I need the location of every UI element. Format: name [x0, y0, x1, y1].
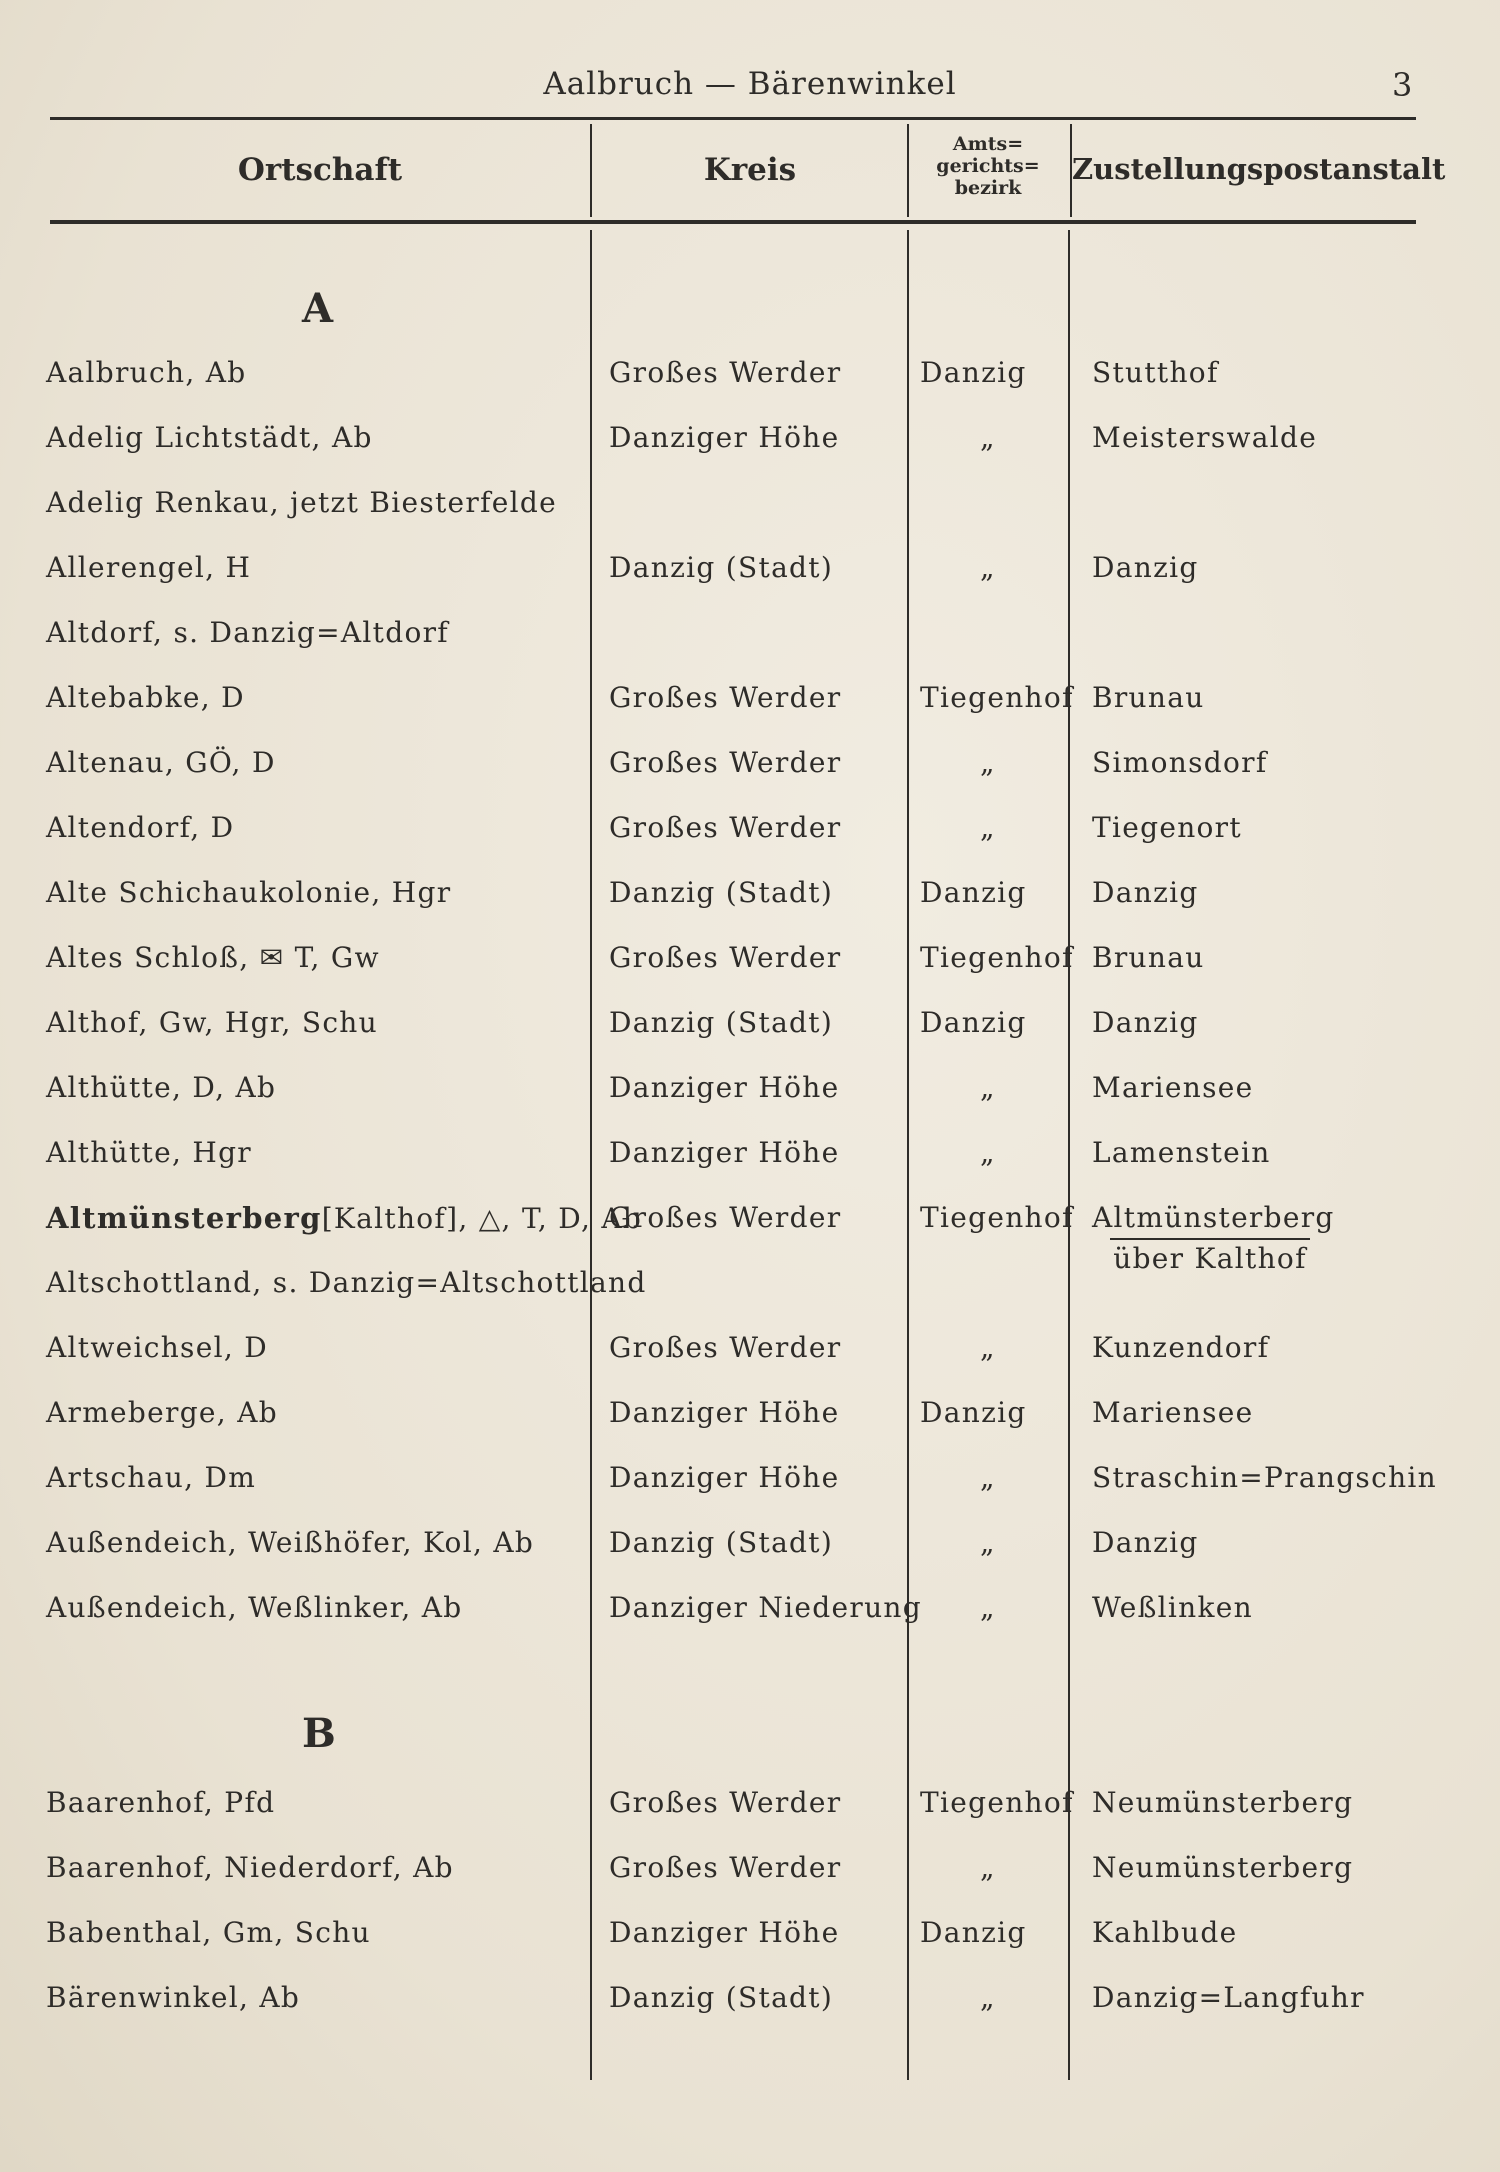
post-cell: Meisterswalde: [1092, 421, 1318, 454]
amts-cell: „: [980, 551, 996, 584]
column-header-zustellungspostanstalt: Zustellungspostanstalt: [1072, 152, 1446, 186]
post-cell: Kahlbude: [1092, 1916, 1238, 1949]
post-cell: Danzig=Langfuhr: [1092, 1981, 1365, 2014]
kreis-cell: Großes Werder: [609, 681, 842, 714]
amts-cell: Danzig: [920, 356, 1027, 389]
ortschaft-cell: Althütte, Hgr: [46, 1136, 252, 1169]
post-cell: Mariensee: [1092, 1396, 1254, 1429]
amts-cell: „: [980, 1526, 996, 1559]
kreis-cell: Großes Werder: [609, 1331, 842, 1364]
page-number: 3: [1392, 66, 1413, 104]
table-row: [0, 1910, 1500, 1956]
amts-cell: „: [980, 1981, 996, 2014]
header-top-rule: [50, 117, 1416, 120]
kreis-cell: Danzig (Stadt): [609, 1981, 834, 2014]
section-letter: B: [302, 1710, 336, 1757]
ortschaft-cell: Artschau, Dm: [46, 1461, 257, 1494]
kreis-cell: Großes Werder: [609, 1201, 842, 1234]
amts-cell: „: [980, 746, 996, 779]
ortschaft-cell: Altenau, GÖ, D: [46, 746, 276, 779]
ortschaft-cell: Außendeich, Weßlinker, Ab: [46, 1591, 463, 1624]
table-row: [0, 1195, 1500, 1241]
post-cell: Danzig: [1092, 1526, 1199, 1559]
table-row: [0, 350, 1500, 396]
post-cell: Simonsdorf: [1092, 746, 1268, 779]
post-cell: Brunau: [1092, 681, 1205, 714]
amts-cell: „: [980, 1851, 996, 1884]
column-header-amtsgerichtsbezirk: [908, 133, 1068, 199]
ortschaft-cell: Außendeich, Weißhöfer, Kol, Ab: [46, 1526, 535, 1559]
amts-cell: Danzig: [920, 876, 1027, 909]
table-row: [0, 415, 1500, 461]
kreis-cell: Danziger Höhe: [609, 1136, 840, 1169]
kreis-cell: Großes Werder: [609, 811, 842, 844]
amts-cell: „: [980, 1331, 996, 1364]
table-row: [0, 1585, 1500, 1631]
ortschaft-cell: Altweichsel, D: [46, 1331, 268, 1364]
post-cell: Weßlinken: [1092, 1591, 1253, 1624]
amts-cell: „: [980, 811, 996, 844]
ortschaft-cell: Alte Schichaukolonie, Hgr: [46, 876, 452, 909]
ortschaft-cell: Armeberge, Ab: [46, 1396, 278, 1429]
ortschaft-cell: Althof, Gw, Hgr, Schu: [46, 1006, 378, 1039]
amts-cell: Danzig: [920, 1916, 1027, 1949]
post-cell: Stutthof: [1092, 356, 1219, 389]
column-header-ortschaft: Ortschaft: [237, 152, 403, 188]
ortschaft-cell: Altendorf, D: [46, 811, 235, 844]
kreis-cell: Danzig (Stadt): [609, 1526, 834, 1559]
ortschaft-cell: Altebabke, D: [46, 681, 245, 714]
post-cell: Mariensee: [1092, 1071, 1254, 1104]
ortschaft-cell: Adelig Lichtstädt, Ab: [46, 421, 373, 454]
table-row: [0, 1065, 1500, 1111]
kreis-cell: Danzig (Stadt): [609, 1006, 834, 1039]
amts-cell: „: [980, 1071, 996, 1104]
table-row: [0, 1780, 1500, 1826]
post-cell: Altmünsterberg: [1092, 1201, 1335, 1234]
kreis-cell: Danziger Höhe: [609, 421, 840, 454]
amts-cell: Tiegenhof: [920, 1786, 1074, 1819]
kreis-cell: Danziger Höhe: [609, 1071, 840, 1104]
kreis-cell: Danziger Höhe: [609, 1916, 840, 1949]
kreis-cell: Großes Werder: [609, 1851, 842, 1884]
table-row: [0, 740, 1500, 786]
post-cell: Lamenstein: [1092, 1136, 1271, 1169]
ortschaft-cell: Babenthal, Gm, Schu: [46, 1916, 371, 1949]
table-row: [0, 870, 1500, 916]
altmuensterberg-note: über Kalthof: [1110, 1238, 1310, 1275]
amts-cell: Danzig: [920, 1006, 1027, 1039]
ortschaft-name-bold: Altmünsterberg: [46, 1201, 322, 1235]
kreis-cell: Danziger Niederung: [609, 1591, 922, 1624]
ortschaft-cell: Adelig Renkau, jetzt Biesterfelde: [46, 486, 557, 519]
table-row: [0, 935, 1500, 981]
ortschaft-cell: Altschottland, s. Danzig=Altschottland: [46, 1266, 647, 1299]
ortschaft-cell: [46, 1195, 642, 1242]
header-bottom-rule: [50, 220, 1416, 224]
kreis-cell: Großes Werder: [609, 356, 842, 389]
table-row: [0, 1390, 1500, 1436]
table-row: [0, 1130, 1500, 1176]
ortschaft-cell: Baarenhof, Pfd: [46, 1786, 276, 1819]
table-row: [0, 1845, 1500, 1891]
table-row: [0, 675, 1500, 721]
amts-cell: Danzig: [920, 1396, 1027, 1429]
post-cell: Danzig: [1092, 876, 1199, 909]
amts-cell: Tiegenhof: [920, 1201, 1074, 1234]
post-cell: Kunzendorf: [1092, 1331, 1270, 1364]
table-row: [0, 1455, 1500, 1501]
section-letter: A: [302, 285, 334, 332]
ortschaft-cell: Allerengel, H: [46, 551, 252, 584]
table-row: [0, 610, 1500, 656]
kreis-cell: Großes Werder: [609, 941, 842, 974]
amts-cell: „: [980, 1591, 996, 1624]
ortschaft-cell: Altes Schloß, ✉ T, Gw: [46, 941, 380, 974]
post-cell: Danzig: [1092, 1006, 1199, 1039]
kreis-cell: Danziger Höhe: [609, 1396, 840, 1429]
amts-cell: Tiegenhof: [920, 941, 1074, 974]
table-row: [0, 1325, 1500, 1371]
ortschaft-suffix: [Kalthof], △, T, D, Ab: [321, 1202, 643, 1235]
post-cell: Neumünsterberg: [1092, 1851, 1354, 1884]
amts-line-2: gerichts=: [936, 155, 1040, 177]
ortschaft-cell: Aalbruch, Ab: [46, 356, 247, 389]
kreis-cell: Danzig (Stadt): [609, 876, 834, 909]
ortschaft-cell: Bärenwinkel, Ab: [46, 1981, 301, 2014]
kreis-cell: Danzig (Stadt): [609, 551, 834, 584]
kreis-cell: Großes Werder: [609, 746, 842, 779]
column-header-kreis: Kreis: [703, 152, 797, 188]
running-title: Aalbruch — Bärenwinkel: [543, 66, 957, 102]
table-row: [0, 1975, 1500, 2021]
amts-cell: Tiegenhof: [920, 681, 1074, 714]
table-row: [0, 805, 1500, 851]
amts-line-1: Amts=: [952, 133, 1024, 155]
post-cell: Danzig: [1092, 551, 1199, 584]
ortschaft-cell: Baarenhof, Niederdorf, Ab: [46, 1851, 454, 1884]
amts-line-3: bezirk: [954, 177, 1022, 199]
table-row: [0, 1520, 1500, 1566]
table-row: [0, 545, 1500, 591]
post-cell: Straschin=Prangschin: [1092, 1461, 1437, 1494]
ortschaft-cell: Altdorf, s. Danzig=Altdorf: [46, 616, 449, 649]
amts-cell: „: [980, 1136, 996, 1169]
amts-cell: „: [980, 1461, 996, 1494]
table-row: [0, 480, 1500, 526]
post-cell: Tiegenort: [1092, 811, 1242, 844]
kreis-cell: Danziger Höhe: [609, 1461, 840, 1494]
kreis-cell: Großes Werder: [609, 1786, 842, 1819]
amts-cell: „: [980, 421, 996, 454]
post-cell: Neumünsterberg: [1092, 1786, 1354, 1819]
table-row: [0, 1000, 1500, 1046]
ortschaft-cell: Althütte, D, Ab: [46, 1071, 277, 1104]
post-cell: Brunau: [1092, 941, 1205, 974]
